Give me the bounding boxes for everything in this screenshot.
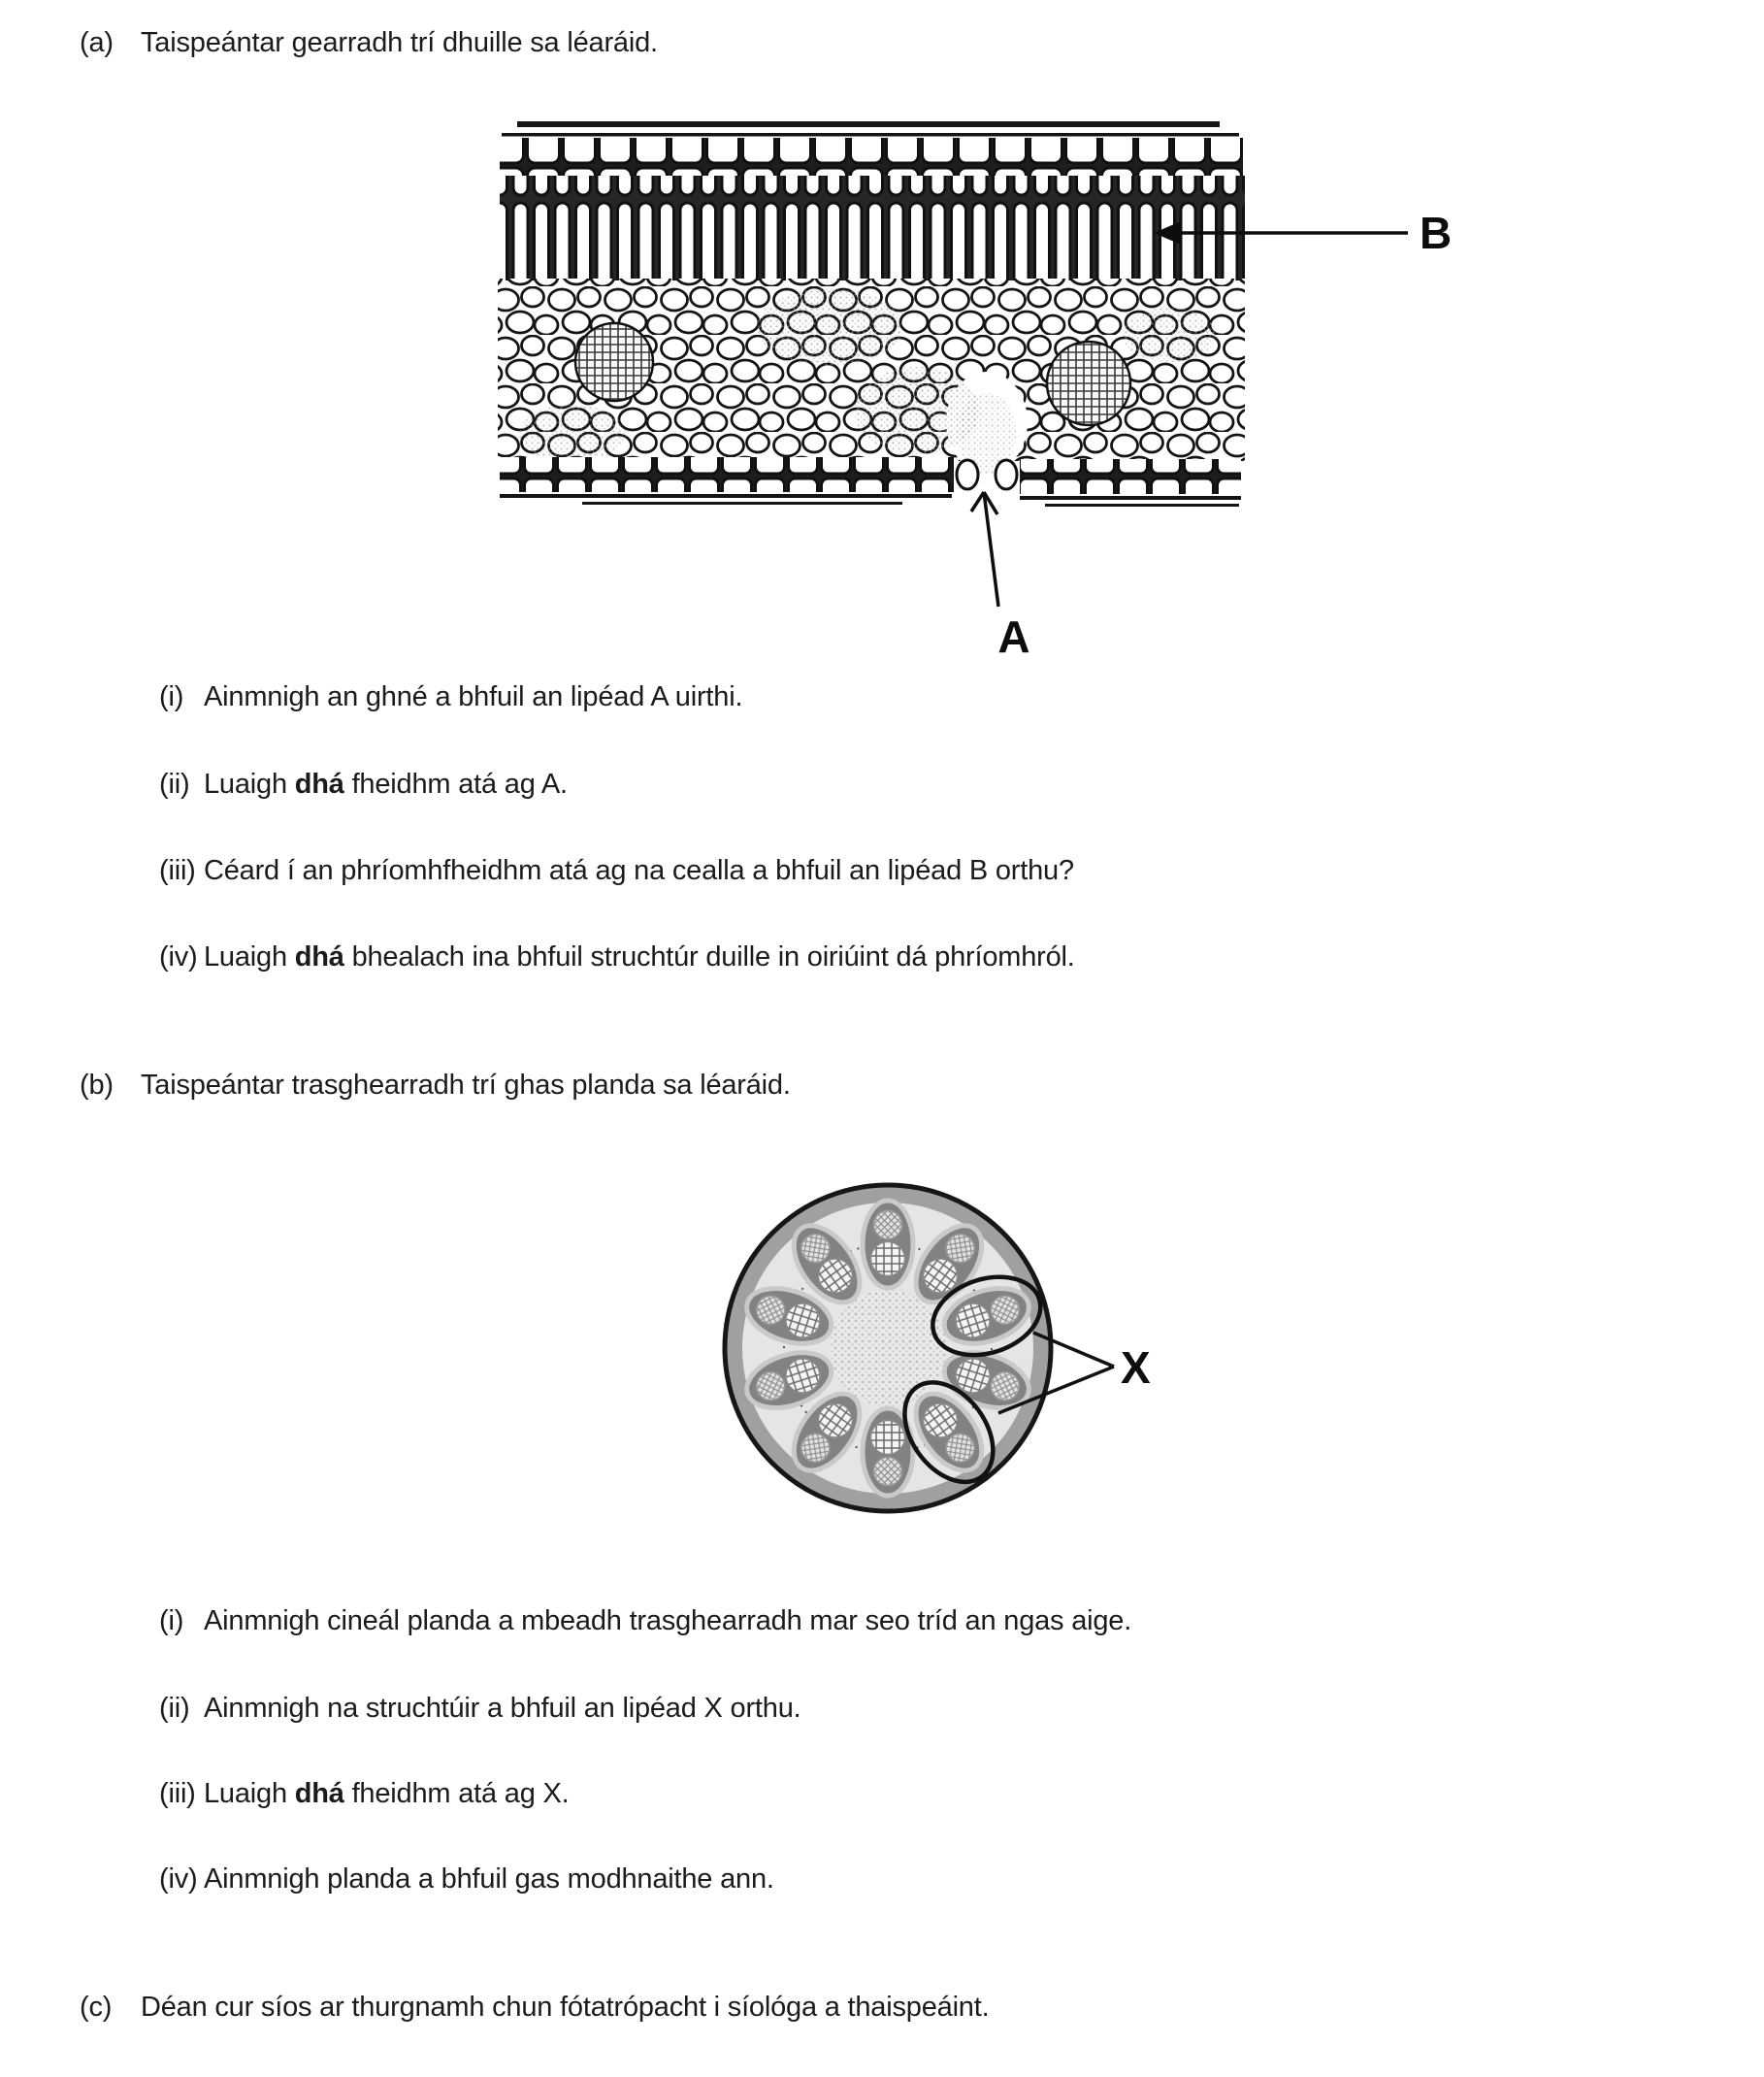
question-number: (i) — [159, 1605, 184, 1636]
question-c-text: Déan cur síos ar thurgnamh chun fótatrópacht i síológa a thaispeáint. — [141, 1992, 990, 2023]
question-text — [204, 1603, 1131, 1639]
text-bold: dhá — [294, 1778, 344, 1809]
question-b-heading — [80, 1068, 791, 1104]
text-pre: Luaigh — [204, 769, 295, 800]
question-b-iv — [159, 1862, 774, 1897]
leaf-cross-section-figure — [490, 92, 1485, 670]
question-c-heading — [80, 1990, 989, 2026]
text-pre: Ainmnigh planda a bhfuil gas modhnaithe ann. — [204, 1863, 774, 1895]
label-a-pointer — [971, 492, 1030, 662]
upper-cuticle — [502, 121, 1239, 137]
text-pre: Céard í an phríomhfheidhm atá ag na cealla a bhfuil an lipéad B orthu? — [204, 855, 1074, 886]
question-a-number: (a) — [80, 27, 114, 58]
upper-epidermis — [500, 138, 1243, 176]
text-bold: dhá — [294, 941, 344, 973]
question-text — [204, 1691, 800, 1727]
text-post: fheidhm atá ag A. — [343, 769, 568, 800]
question-text — [204, 767, 568, 803]
question-number: (iii) — [159, 1778, 196, 1809]
text-post: bhealach ina bhfuil struchtúr duille in oiriúint dá phríomhról. — [343, 941, 1075, 973]
question-b-iii — [159, 1776, 570, 1812]
question-number: (ii) — [159, 769, 190, 800]
question-a-heading — [80, 25, 658, 61]
spongy-mesophyll — [498, 279, 1245, 475]
question-a-iii — [159, 853, 1074, 889]
question-a-ii — [159, 767, 568, 803]
label-b: B — [1420, 208, 1453, 258]
question-number: (iv) — [159, 941, 198, 973]
stem-cross-section-figure — [718, 1170, 1223, 1529]
label-x: X — [1121, 1342, 1151, 1393]
question-a-iv — [159, 940, 1075, 975]
text-pre: Ainmnigh an ghné a bhfuil an lipéad A uirthi. — [204, 681, 743, 712]
question-number: (i) — [159, 681, 184, 712]
question-b-text: Taispeántar trasghearradh trí ghas planda sa léaráid. — [141, 1070, 791, 1101]
question-text — [204, 940, 1075, 975]
question-a-text: Taispeántar gearradh trí dhuille sa léaráid. — [141, 27, 658, 58]
question-b-number: (b) — [80, 1070, 114, 1101]
text-pre: Luaigh — [204, 1778, 295, 1809]
leaf-vein-bundle — [575, 323, 653, 401]
question-number: (iii) — [159, 855, 196, 886]
question-number: (iv) — [159, 1863, 198, 1895]
question-a-i — [159, 679, 742, 715]
question-text — [204, 853, 1074, 889]
question-text — [204, 1862, 774, 1897]
label-a: A — [997, 611, 1030, 662]
text-pre: Ainmnigh na struchtúir a bhfuil an lipéad X orthu. — [204, 1693, 801, 1724]
question-c-number: (c) — [80, 1992, 113, 2023]
palisade-mesophyll — [500, 176, 1245, 280]
question-text — [204, 1776, 570, 1812]
text-post: fheidhm atá ag X. — [343, 1778, 570, 1809]
text-pre: Ainmnigh cineál planda a mbeadh trasghearradh mar seo tríd an ngas aige. — [204, 1605, 1132, 1636]
question-b-i — [159, 1603, 1131, 1639]
question-number: (ii) — [159, 1693, 190, 1724]
text-bold: dhá — [294, 769, 344, 800]
question-b-ii — [159, 1691, 800, 1727]
stem-pith — [830, 1290, 946, 1406]
question-text — [204, 679, 742, 715]
lower-epidermis — [500, 457, 1241, 507]
text-pre: Luaigh — [204, 941, 295, 973]
leaf-vein-bundle — [1047, 342, 1130, 425]
